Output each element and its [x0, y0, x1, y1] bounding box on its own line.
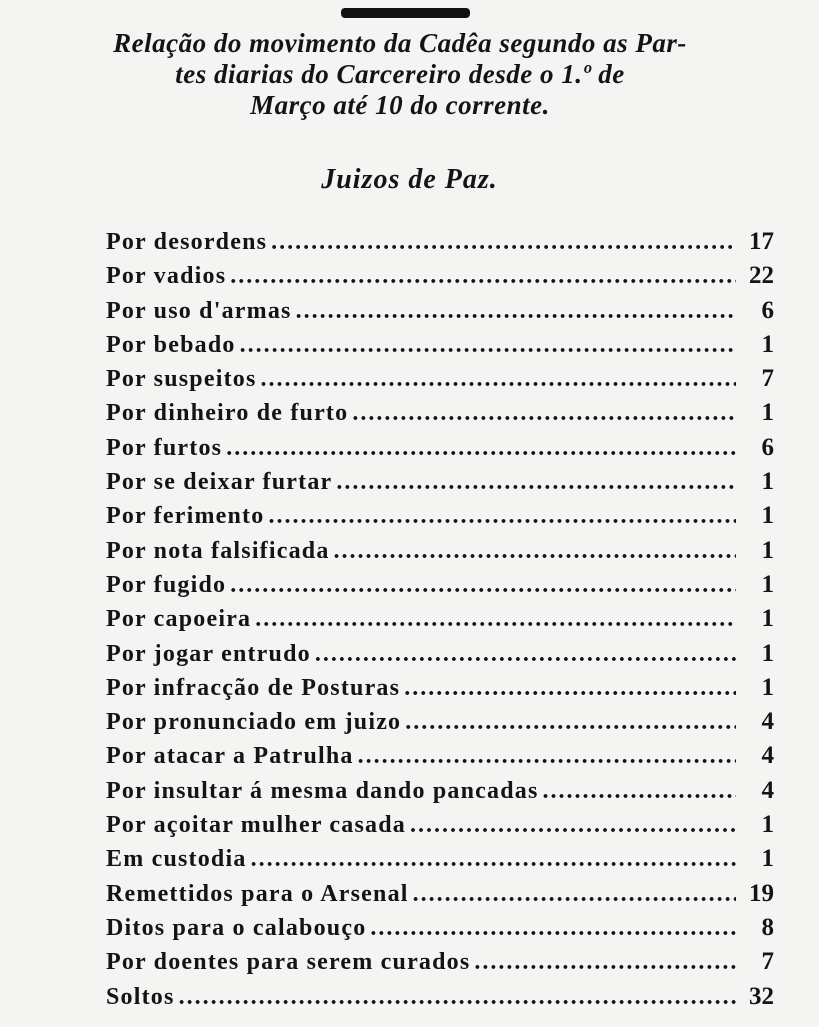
list-item: [106, 399, 774, 433]
list-item: [106, 297, 774, 331]
entry-label: Por jogar entrudo: [106, 640, 311, 667]
dot-leader: [334, 538, 736, 565]
entry-count: 1: [761, 570, 774, 598]
entry-count: 19: [749, 879, 774, 907]
dot-leader: [405, 709, 736, 736]
list-item: [106, 434, 774, 468]
dot-leader: [226, 435, 736, 462]
list-item: [106, 502, 774, 536]
list-item: [106, 948, 774, 982]
entry-label: Ditos para o calabouço: [106, 914, 367, 941]
dot-leader: [410, 812, 736, 839]
entry-label: Por dinheiro de furto: [106, 400, 349, 427]
dot-leader: [230, 263, 736, 290]
entry-count: 7: [761, 365, 774, 393]
list-item: [106, 914, 774, 948]
dot-leader: [336, 469, 736, 496]
list-item: [106, 365, 774, 399]
dot-leader: [296, 298, 736, 325]
header-rule: [341, 8, 470, 18]
entry-label: Remettidos para o Arsenal: [106, 880, 409, 907]
entry-label: Por açoitar mulher casada: [106, 812, 406, 839]
dot-leader: [268, 503, 736, 530]
list-item: [106, 845, 774, 879]
entry-label: Por bebado: [106, 331, 236, 358]
dot-leader: [352, 400, 736, 427]
entry-count: 4: [761, 742, 774, 770]
heading-line-1: Relação do movimento da Cadêa segundo as Par-: [113, 28, 687, 58]
entry-label: Soltos: [106, 983, 175, 1010]
dot-leader: [413, 881, 736, 908]
dot-leader: [543, 778, 736, 805]
entry-label: Por atacar a Patrulha: [106, 743, 354, 770]
entry-label: Por doentes para serem curados: [106, 949, 471, 976]
entry-count: 1: [761, 330, 774, 358]
list-item: [106, 674, 774, 708]
entry-label: Por suspeitos: [106, 366, 257, 393]
list-item: [106, 605, 774, 639]
dot-leader: [404, 675, 736, 702]
list-item: [106, 331, 774, 365]
entry-count: 1: [761, 502, 774, 530]
list-item: [106, 537, 774, 571]
section-title: Juizos de Paz.: [321, 164, 498, 195]
list-item: [106, 468, 774, 502]
entry-label: Por desordens: [106, 229, 268, 255]
entry-label: Por vadios: [106, 263, 227, 290]
list-item: [106, 777, 774, 811]
entry-count: 6: [761, 296, 774, 324]
entry-label: Por nota falsificada: [106, 537, 330, 564]
dot-leader: [271, 229, 736, 256]
entry-label: Por se deixar furtar: [106, 469, 333, 496]
entry-count: 1: [761, 845, 774, 873]
entry-count: 1: [761, 536, 774, 564]
entry-count: 6: [761, 433, 774, 461]
entry-count: 1: [761, 468, 774, 496]
entry-count: 1: [761, 605, 774, 633]
dot-leader: [179, 984, 736, 1011]
dot-leader: [255, 606, 736, 633]
list-item: [106, 262, 774, 296]
entry-label: Por pronunciado em juizo: [106, 709, 402, 736]
dot-leader: [358, 743, 736, 770]
heading-line-2: tes diarias do Carcereiro desde o 1.º de: [175, 59, 625, 89]
list-item: [106, 742, 774, 776]
list-item: [106, 228, 774, 262]
entry-label: Por infracção de Posturas: [106, 674, 401, 701]
entry-count: 4: [761, 776, 774, 804]
entry-count: 1: [761, 399, 774, 427]
dot-leader: [230, 572, 736, 599]
entry-label: Por furtos: [106, 434, 223, 461]
entry-count: 1: [761, 639, 774, 667]
entry-count: 17: [749, 228, 774, 255]
entry-count: 4: [761, 708, 774, 736]
entry-label: Por ferimento: [106, 503, 265, 530]
dot-leader: [240, 332, 736, 359]
dot-leader: [261, 366, 736, 393]
list-item: [106, 880, 774, 914]
entry-label: Em custodia: [106, 846, 247, 873]
dot-leader: [315, 641, 736, 668]
dot-leader: [251, 846, 736, 873]
entry-count: 1: [761, 673, 774, 701]
list-item: [106, 811, 774, 845]
entries-list: [106, 228, 774, 1017]
entry-count: 32: [749, 982, 774, 1010]
entry-label: Por capoeira: [106, 606, 252, 633]
dot-leader: [370, 915, 736, 942]
entry-label: Por uso d'armas: [106, 297, 292, 324]
entry-label: Por fugido: [106, 571, 227, 598]
entry-count: 8: [761, 913, 774, 941]
list-item: [106, 708, 774, 742]
entry-count: 22: [749, 262, 774, 290]
entry-count: 7: [761, 948, 774, 976]
list-item: [106, 983, 774, 1017]
list-item: [106, 571, 774, 605]
entry-label: Por insultar á mesma dando pancadas: [106, 777, 539, 804]
entry-count: 1: [761, 811, 774, 839]
heading-line-3: Março até 10 do corrente.: [250, 90, 550, 120]
list-item: [106, 640, 774, 674]
document-heading: [20, 28, 780, 121]
dot-leader: [474, 949, 736, 976]
